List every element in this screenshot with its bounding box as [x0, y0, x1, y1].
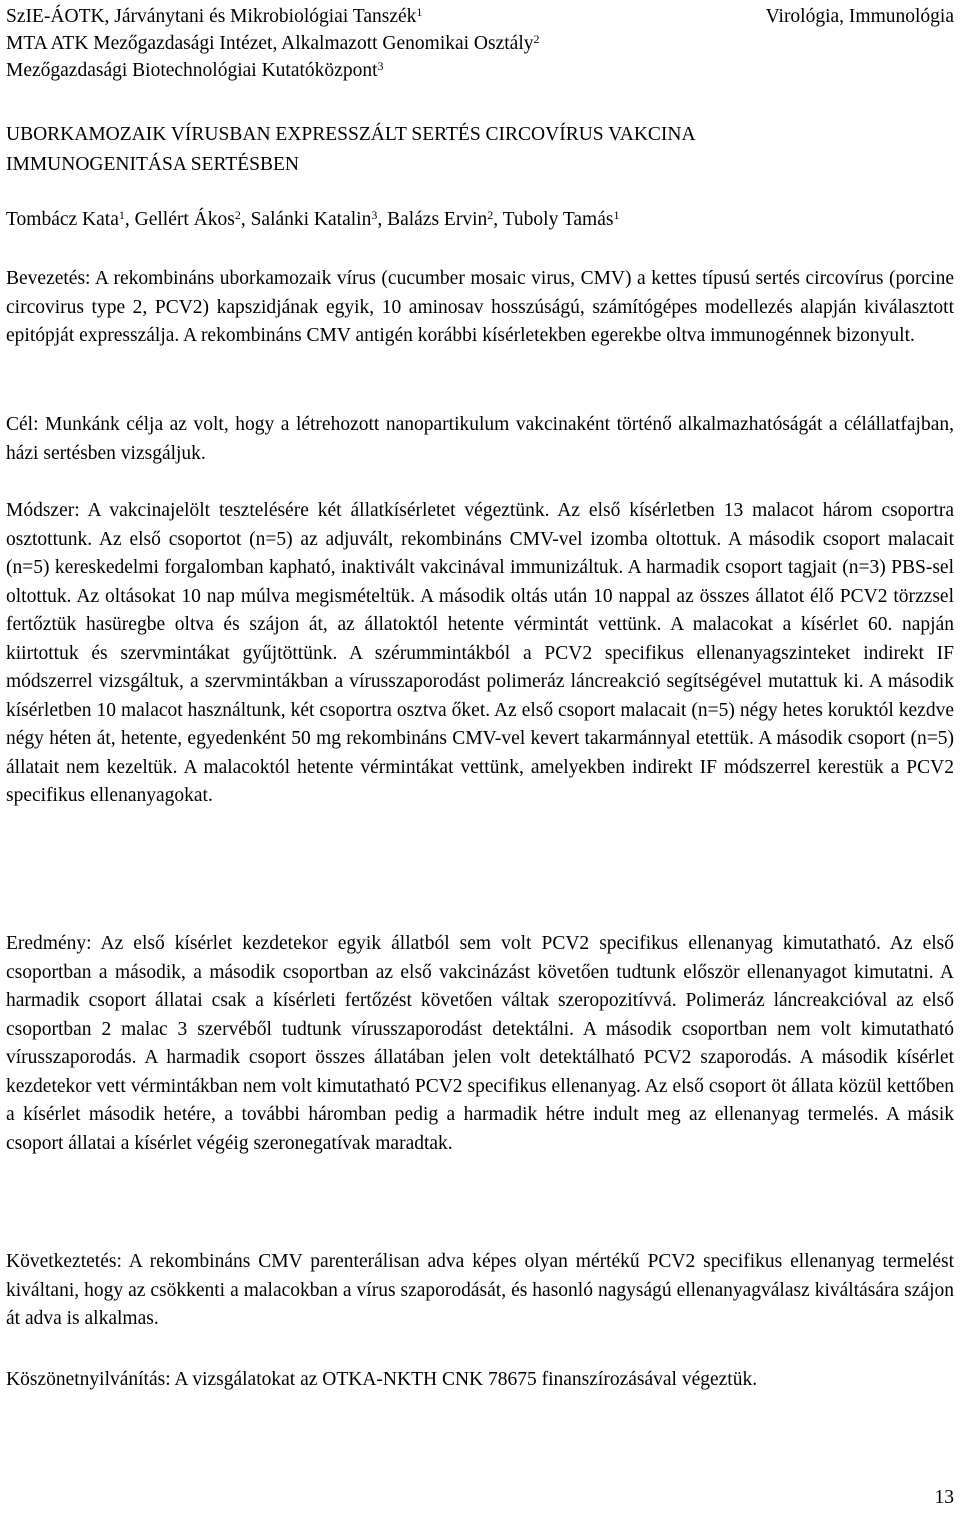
author-5-sup: 1 [613, 208, 620, 222]
section-methods: Módszer: A vakcinajelölt tesztelésére két állatkísérletet végeztünk. Az első kísérletben 13 malacot három csoportra osztottunk. Az első csoportot (n=5) az adjuvált, rekombináns CMV-vel izomba oltottuk. A második csoport malacait (n=5) kereskedelmi forgalomban kapható, inaktivált vakcinával immunizáltuk. A harmadik csoport tagjait (n=3) PBS-sel oltottuk. Az oltásokat 10 nap múlva megismételtük. A második oltás után 10 nappal az összes állatot élő PCV2 törzzsel fertőztük hasüregbe oltva és szájon át, az állatoktól hetente vérmintát vettünk. A malacokat a kísérlet 60. napján kiirtottuk és szervmintákat gyűjtöttünk. A szérummintákból a PCV2 specifikus ellenanyagszinteket indirekt IF módszerrel vizsgáltuk, a szervmintákban a vírusszaporodást polimeráz láncreakció segítségével mutattuk ki. A második kísérletben 10 malacot használtunk, két csoportra osztva őket. Az első csoport malacait (n=5) négy hetes koruktól kezdve négy héten át, hetente, egyedenként 50 mg rekombináns CMV-vel kevert takarmánnyal etettük. A második csoport (n=5) állatait nem kezeltük. A malacoktól hetente vérmintákat vettünk, amelyekben indirekt IF módszerrel kerestük a PCV2 specifikus ellenanyagokat. [6, 500, 954, 806]
affiliation-1 [6, 3, 422, 31]
author-list [6, 206, 619, 234]
section-results: Eredmény: Az első kísérlet kezdetekor egyik állatból sem volt PCV2 specifikus ellenanyag kimutatható. Az első csoportban a második, a második csoportban az első vakcinázást követően tudtunk először ellenanyagot kimutatni. A harmadik csoport állatai csak a kísérleti fertőzést követően váltak szeropozitívvá. Polimeráz láncreakcióval az első csoportban 2 malac 3 szervéből tudtunk vírusszaporodást detektálni. A második csoportban nem volt kimutatható vírusszaporodás. A harmadik csoport összes állatában jelen volt detektálható PCV2 szaporodás. A második kísérlet kezdetekor vett vérmintákban nem volt kimutatható PCV2 specifikus ellenanyag. Az első csoport öt állata közül kettőben a kísérlet második hetére, a további háromban pedig a harmadik hétre indult meg az ellenanyag termelés. A másik csoport állatai a kísérlet végéig szeronegatívak maradtak. [6, 933, 954, 1154]
paper-title-line-2: IMMUNOGENITÁSA SERTÉSBEN [6, 154, 299, 175]
affiliation-1-sup: 1 [416, 5, 423, 19]
author-3: Salánki Katalin [250, 209, 372, 230]
section-acknowledgement: Köszönetnyilvánítás: A vizsgálatokat az OTKA-NKTH CNK 78675 finanszírozásával végeztük. [6, 1369, 758, 1390]
paper-title [6, 120, 954, 180]
affiliation-2-sup: 2 [533, 32, 540, 46]
author-2: Gellért Ákos [134, 209, 235, 230]
author-3-sup: 3 [371, 208, 378, 222]
author-2-sup: 2 [234, 208, 241, 222]
affiliation-1-text: SzIE-ÁOTK, Járványtani és Mikrobiológiai Tanszék [6, 6, 417, 27]
author-5: Tuboly Tamás [502, 209, 614, 230]
page-number: 13 [934, 1487, 954, 1508]
affiliation-2 [6, 30, 540, 58]
author-separator: , [377, 209, 388, 230]
section-aim: Cél: Munkánk célja az volt, hogy a létrehozott nanopartikulum vakcinaként történő alkalmazhatóságát a célállatfajban, házi sertésben vizsgáljuk. [6, 414, 954, 464]
section-introduction: Bevezetés: A rekombináns uborkamozaik vírus (cucumber mosaic virus, CMV) a kettes típusú sertés circovírus (porcine circovirus type 2, PCV2) kapszidjának egyik, 10 aminosav hosszúságú, számítógépes modellezés alapján kiválasztott epitópját expresszálja. A rekombináns CMV antigén korábbi kísérletekben egerekbe oltva immunogénnek bizonyult. [6, 268, 954, 346]
section-conclusion: Következtetés: A rekombináns CMV parenterálisan adva képes olyan mértékű PCV2 specifikus ellenanyag termelést kiváltani, hogy az csökkenti a malacokban a vírus szaporodását, és hasonló nagyságú ellenanyagválasz kiváltására szájon át adva is alkalmas. [6, 1251, 954, 1329]
author-separator: , [493, 209, 503, 230]
author-4-sup: 2 [487, 208, 494, 222]
section-label: Virológia, Immunológia [765, 6, 954, 27]
affiliation-3-text: Mezőgazdasági Biotechnológiai Kutatóközpont [6, 60, 378, 81]
paper-title-line-1: UBORKAMOZAIK VÍRUSBAN EXPRESSZÁLT SERTÉS CIRCOVÍRUS VAKCINA [6, 124, 696, 145]
author-separator: , [240, 209, 251, 230]
affiliation-3 [6, 57, 383, 85]
author-1: Tombácz Kata [6, 209, 119, 230]
affiliation-2-text: MTA ATK Mezőgazdasági Intézet, Alkalmazott Genomikai Osztály [6, 33, 534, 54]
author-1-sup: 1 [118, 208, 125, 222]
affiliation-3-sup: 3 [377, 59, 384, 73]
author-separator: , [124, 209, 135, 230]
author-4: Balázs Ervin [387, 209, 488, 230]
